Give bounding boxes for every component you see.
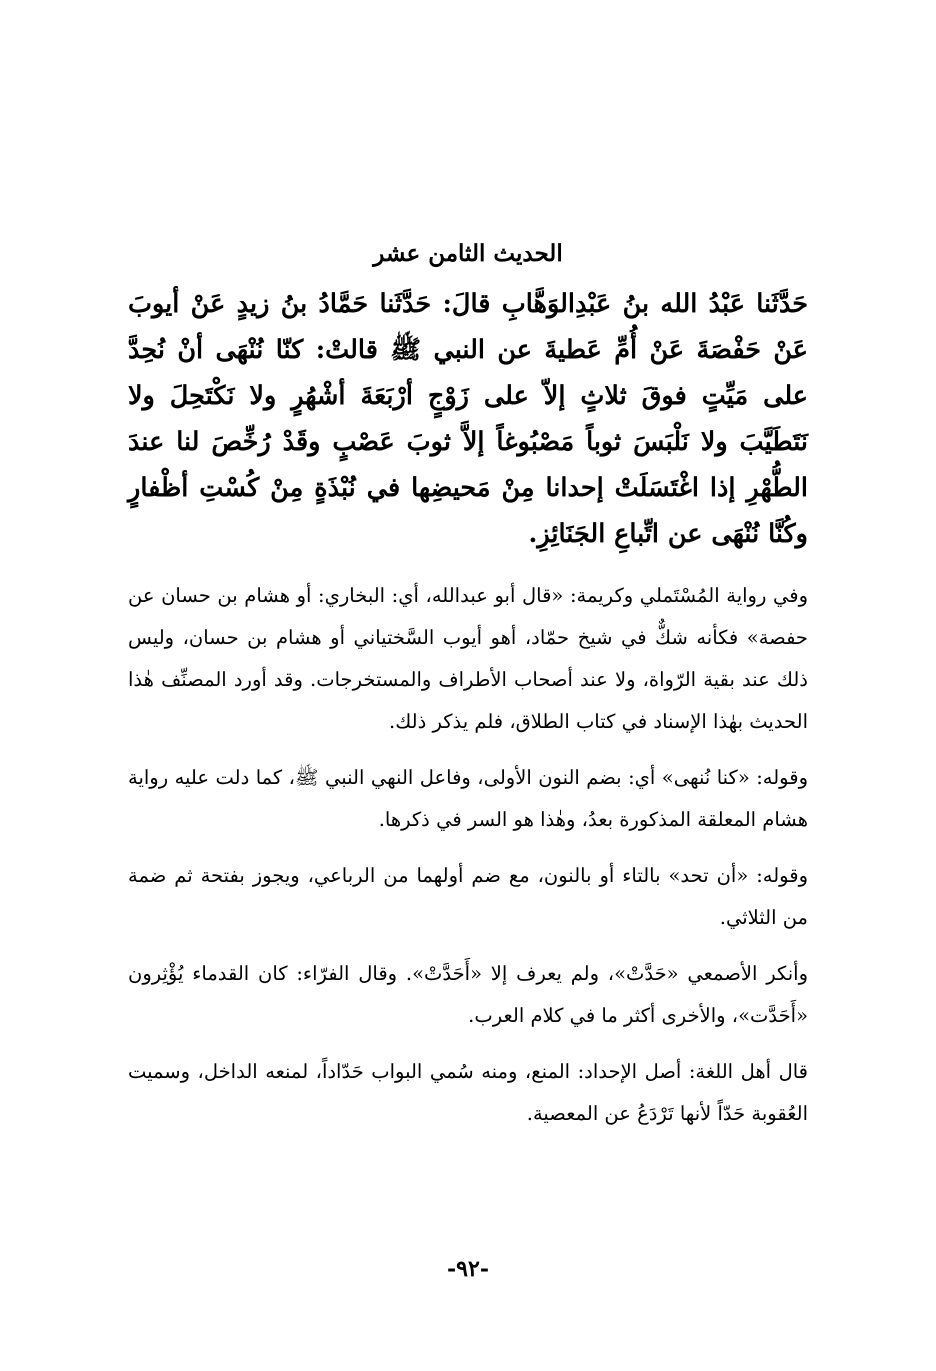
commentary-paragraph: وفي رواية المُسْتَملي وكريمة: «قال أبو عبدالله، أي: البخاري: أو هشام بن حسان عن حفصة» فكأنه شكٌّ في شيخ حمّاد، أهو أيوب السَّختياني أو هشام بن حسان، وليس ذلك عند بقية الرّواة، ولا عند أصحاب الأطراف والمستخرجات. وقد أورد المصنِّف هٰذا الحديث بهٰذا الإسناد في كتاب الطلاق، فلم يذكر ذلك. (128, 584, 808, 733)
commentary-paragraph: وقوله: «أن تحد» بالتاء أو بالنون، مع ضم أولهما من الرباعي، ويجوز بفتحة ثم ضمة من الثلاثي. (128, 864, 808, 929)
hadith-heading: الحديث الثامن عشر (373, 240, 563, 267)
commentary-paragraph: قال أهل اللغة: أصل الإحداد: المنع، ومنه سُمي البواب حَدّاداً، لمنعه الداخل، وسميت العُقوبة حَدّاً لأنها تَرْدَعُ عن المعصية. (128, 1060, 808, 1125)
commentary-paragraph: وقوله: «كنا نُنهى» أي: بضم النون الأولى، وفاعل النهي النبي ﷺ، كما دلت عليه رواية هشام المعلقة المذكورة بعدُ، وهٰذا هو السر في ذكرها. (128, 766, 808, 831)
commentary-paragraph: وأنكر الأصمعي «حَدَّتْ»، ولم يعرف إلا «أَحَدَّتْ». وقال الفرّاء: كان القدماء يُؤْثِرون «أَحَدَّت»، والأخرى أكثر ما في كلام العرب. (128, 962, 808, 1027)
hadith-text: حَدَّثَنا عَبْدُ الله بنُ عَبْدِالوَهَّابِ قالَ: حَدَّثَنا حَمَّادُ بنُ زيدٍ عَنْ أيوبَ عَنْ حَفْصَةَ عَنْ أُمِّ عَطيةَ عن النبي ﷺ قالتْ: كنّا نُنْهَى أنْ نُحِدَّ على مَيِّتٍ فوقَ ثلاثٍ إلاّ على زَوْجٍ أرْبَعَةَ أشْهُرٍ ولا نَكْتَحِلَ ولا نَتَطَيَّبَ ولا نَلْبَسَ ثوباً مَصْبُوغاً إلاَّ ثوبَ عَصْبٍ وقَدْ رُخِّصَ لنا عندَ الطُّهْرِ إذا اغْتَسَلَتْ إحدانا مِنْ مَحيضِها في نُبْذَةٍ مِنْ كُسْتِ أظْفارٍ وكُنَّا نُنْهَى عن اتِّباعِ الجَنَائِزِ. (128, 289, 808, 549)
page-number: -٩٢- (447, 1256, 489, 1282)
page-body (128, 240, 808, 1149)
